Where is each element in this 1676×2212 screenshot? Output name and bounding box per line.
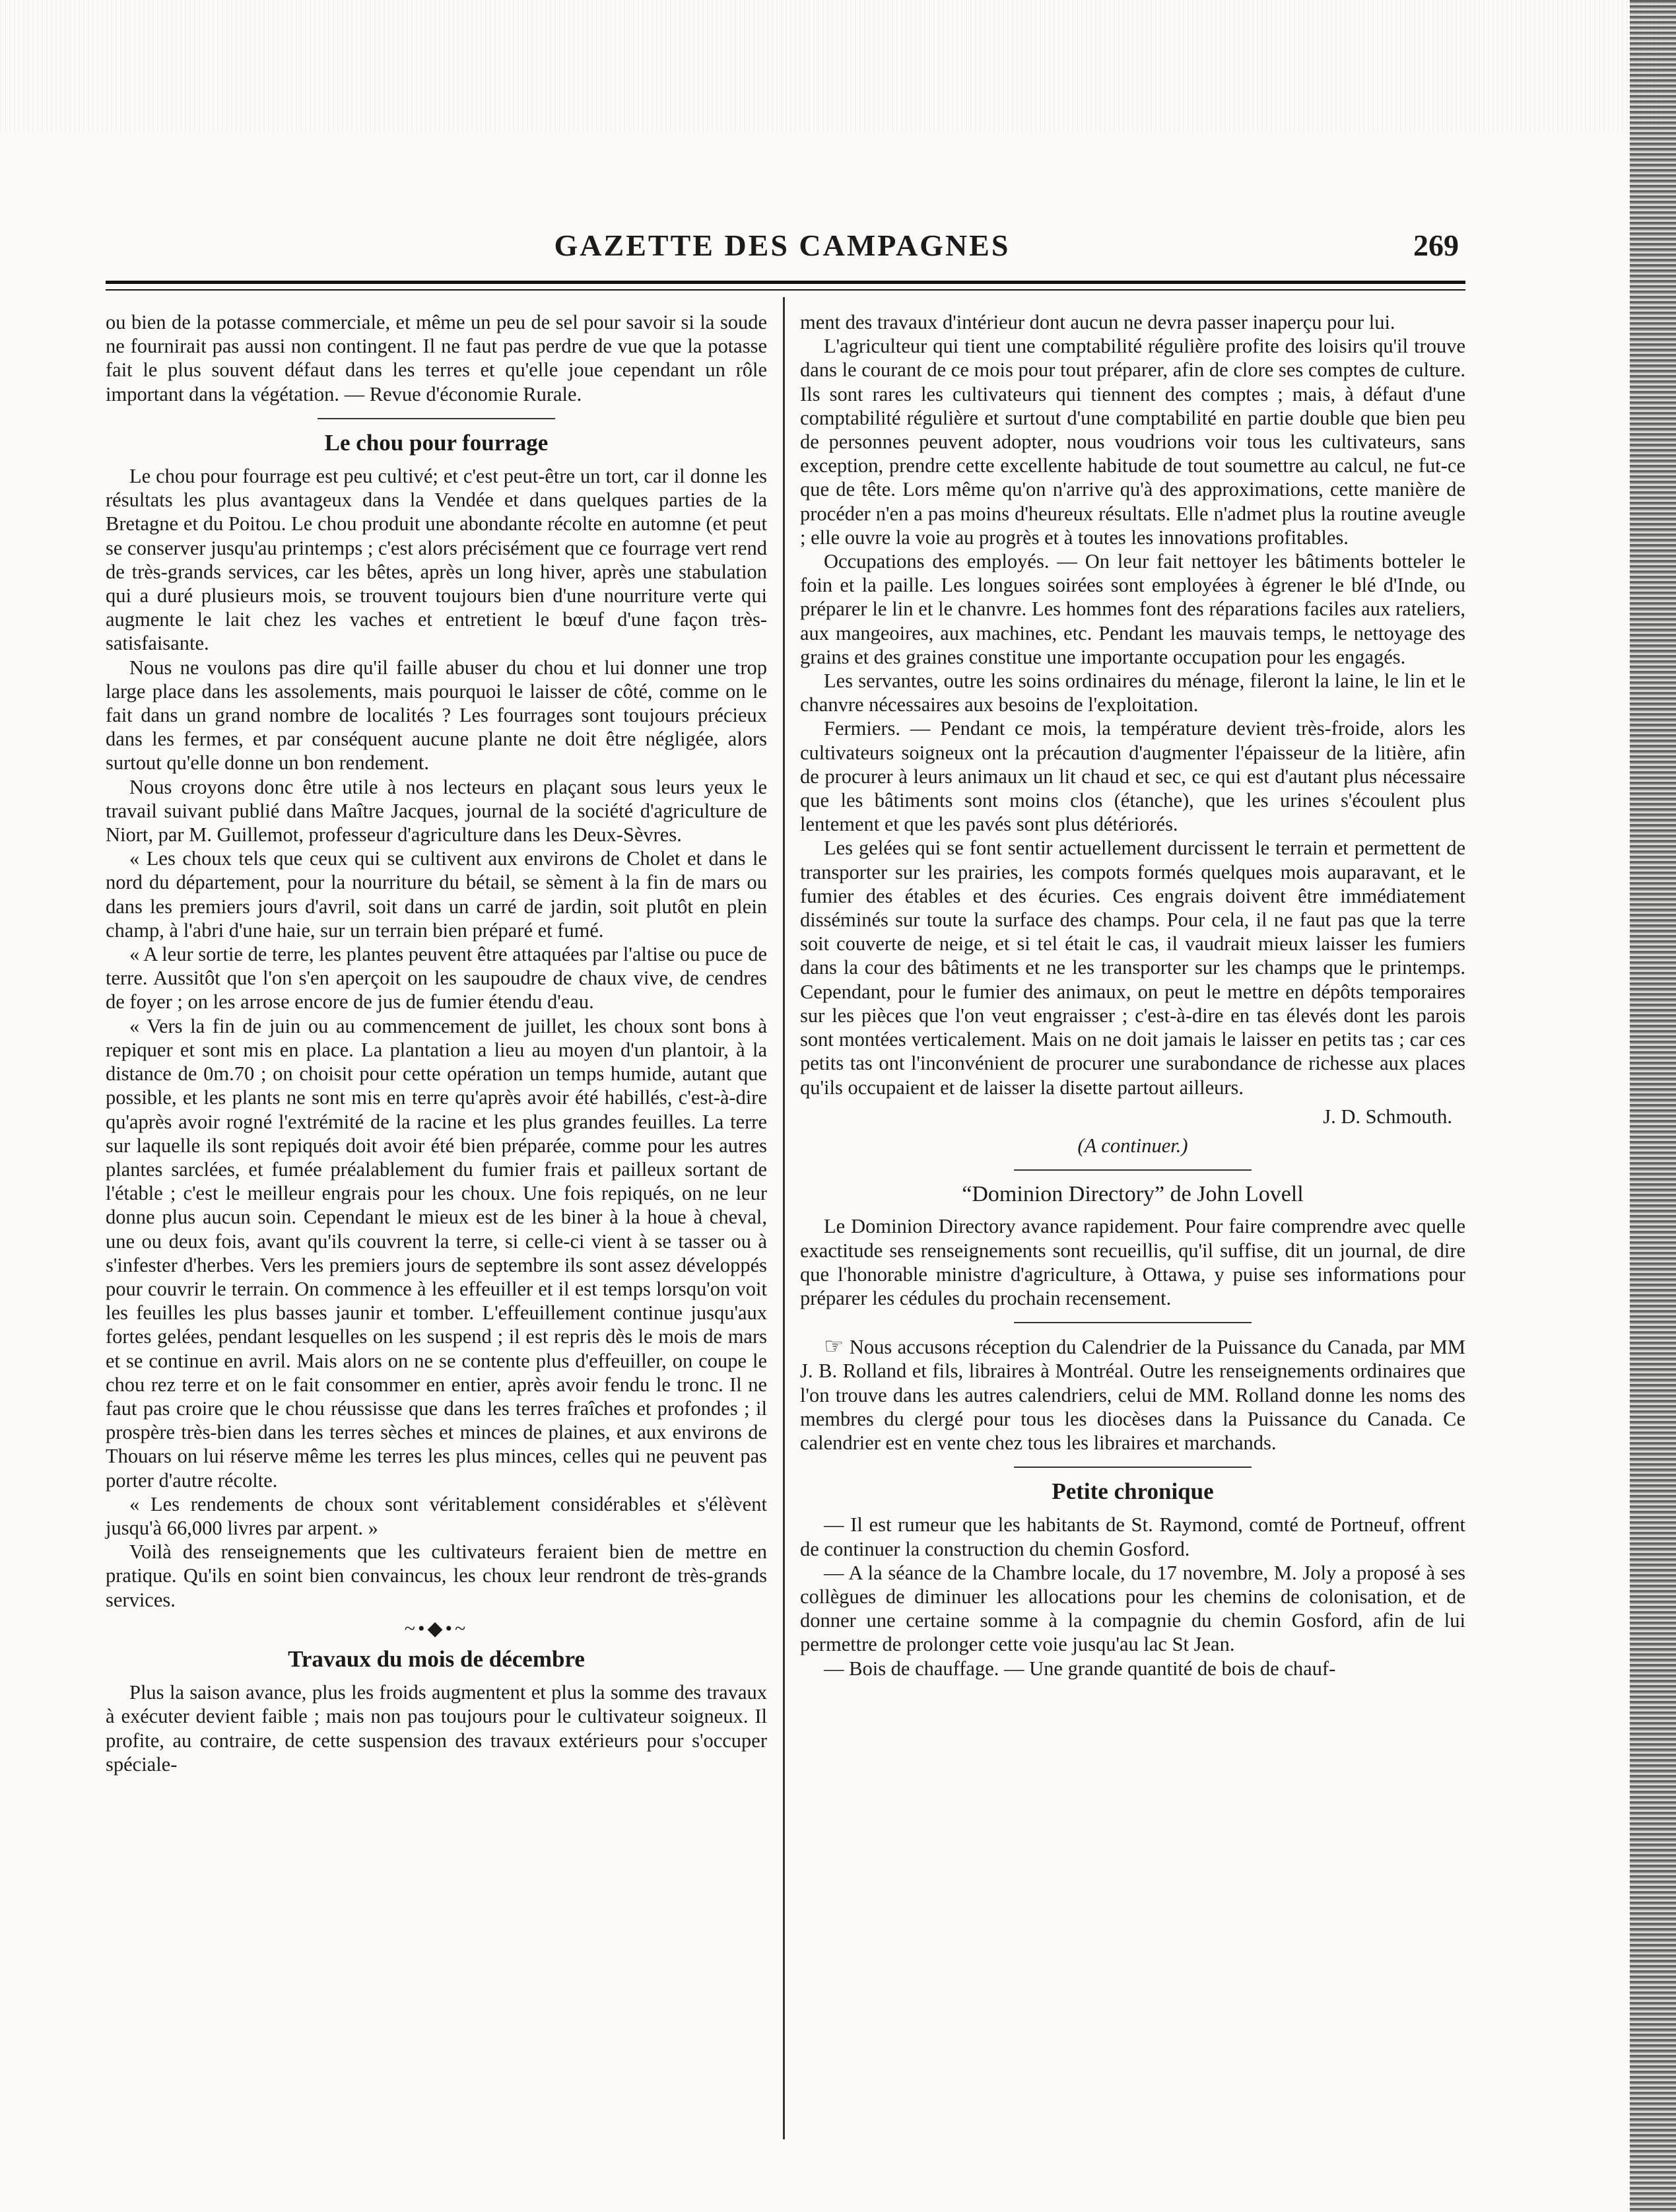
paragraph: Nous croyons donc être utile à nos lecteurs en plaçant sous leurs yeux le travail suivant publié dans Maître Jacques, journal de la société d'agriculture de Niort, par M. Guillemot, professeur d'agriculture dans les Deux-Sèvres.: [106, 775, 767, 847]
paragraph: Les servantes, outre les soins ordinaires du ménage, fileront la laine, le lin et le chanvre nécessaires aux besoins de l'exploitation.: [800, 670, 1465, 716]
page-number: 269: [1413, 228, 1459, 262]
paragraph: Fermiers. — Pendant ce mois, la température devient très-froide, alors les cultivateurs soigneux ont la précaution d'augmenter l'épaisseur de la litière, afin de procurer à leurs animaux un lit chaud et sec, ce qui est d'autant plus nécessaire que les bâtiments sont moins clos (étanche), que les urines s'écoulent plus lentement et que les pavés sont plus détériorés.: [800, 717, 1465, 836]
paragraph: Voilà des renseignements que les cultivateurs feraient bien de mettre en pratique. Qu'ils en soint bien convaincus, les choux leur rendront de très-grands services.: [106, 1540, 767, 1611]
ornament-divider: ~•◆•~: [404, 1617, 469, 1640]
paragraph: « Vers la fin de juin ou au commencement de juillet, les choux sont bons à repiquer et sont mis en place. La plantation a lieu au moyen d'un plantoir, à la distance de 0m.70 ; on choisit pour cette opération un temps humide, autant que possible, et les plants ne sont mis en terre qu'après avoir été habillés, c'est-à-dire qu'après avoir rogné l'extrémité de la racine et les plus grandes feuilles. La terre sur laquelle ils sont repiqués doit avoir été bien préparée, comme pour les autres plantes sarclées, et fumée préalablement du fumier frais et pailleux sortant de l'étable ; c'est le meilleur engrais pour les choux. Une fois repiqués, on ne leur donne plus aucun soin. Cependant le mieux est de les biner à la houe à cheval, une ou deux fois, avant qu'ils couvrent la terre, si celle-ci vient à se tasser ou à s'infester d'herbes. Vers les premiers jours de septembre ils sont assez développés pour couvrir le terrain. On commence à les effeuiller et il est temps lorsqu'on voit les feuilles les plus basses jaunir et tomber. L'effeuillement continue jusqu'aux fortes gelées, pendant lesquelles on les suspend ; il est repris dès le mois de mars et se continue en avril. Mais alors on ne se contente plus d'effeuiller, on coupe le chou rez terre et on le fait consommer en entier, après avoir fendu le tronc. Il ne faut pas croire que le chou réussisse que dans les terres fraîches et profondes ; il prospère très-bien dans les terres sèches et minces de plaines, et aux environs de Thouars on lui réserve même les terres les plus minces, celles qui ne peuvent pas porter d'autre récolte.: [106, 1014, 767, 1492]
section-divider: [1014, 1322, 1252, 1323]
paragraph: « Les rendements de choux sont véritablement considérables et s'élèvent jusqu'à 66,000 livres par arpent. »: [106, 1492, 767, 1539]
paragraph: « Les choux tels que ceux qui se cultivent aux environs de Cholet et dans le nord du département, pour la nourriture du bétail, se sèment à la fin de mars ou dans les premiers jours d'avril, soit dans un carré de jardin, soit plutôt en plein champ, à l'abri d'une haie, sur un terrain bien préparé et fumé.: [106, 847, 767, 942]
column-divider: [783, 297, 785, 2139]
paragraph: Plus la saison avance, plus les froids augmentent et plus la somme des travaux à exécuter devient faible ; mais non pas toujours pour le cultivateur soigneux. Il profite, au contraire, de cette suspension des travaux extérieurs pour s'occuper spéciale-: [106, 1681, 767, 1776]
article-title-chronique: Petite chronique: [1052, 1478, 1214, 1505]
chronique-item: — A la séance de la Chambre locale, du 17 novembre, M. Joly a proposé à ses collègues de diminuer les allocations pour les chemins de colonisation, et de donner une certaine somme à la compagnie du chemin Gosford, afin de lui permettre de prolonger cette voie jusqu'au lac St Jean.: [800, 1561, 1465, 1656]
pointing-hand-icon: ☞: [824, 1334, 844, 1360]
column-right: [800, 310, 1465, 1680]
paragraph: Occupations des employés. — On leur fait nettoyer les bâtiments botteler le foin et la paille. Les longues soirées sont employées à égrener le blé d'Inde, ou préparer le lin et le chanvre. Les hommes font des réparations faciles aux rateliers, aux mangeoires, aux machines, etc. Pendant les mauvais temps, le nettoyage des grains et des graines constitue une importante occupation pour les engagés.: [800, 550, 1465, 668]
paragraph: « A leur sortie de terre, les plantes peuvent être attaquées par l'altise ou puce de terre. Aussitôt que l'on s'en aperçoit on les saupoudre de chaux vive, de cendres de foyer ; on les arrose encore de jus de fumier étendu d'eau.: [106, 943, 767, 1014]
scan-speckle-background: [0, 0, 1676, 132]
paragraph: Le Dominion Directory avance rapidement. Pour faire comprendre avec quelle exactitude ses renseignements sont recueillis, qu'il suffise, dit un journal, de dire que l'honorable ministre d'agriculture, à Ottawa, y puise ses informations pour préparer les cédules du prochain recensement.: [800, 1215, 1465, 1309]
chronique-item: — Il est rumeur que les habitants de St. Raymond, comté de Portneuf, offrent de continuer la construction du chemin Gosford.: [800, 1513, 1465, 1560]
section-divider: [1014, 1169, 1252, 1171]
author-signature: J. D. Schmouth.: [1323, 1105, 1452, 1128]
section-divider: [318, 418, 555, 419]
article-title-dominion: “Dominion Directory” de John Lovell: [962, 1182, 1304, 1207]
paragraph: L'agriculteur qui tient une comptabilité régulière profite des loisirs qu'il trouve dans le courant de ce mois pour tout préparer, afin de clore ses comptes de culture. Ils sont rares les cultivateurs qui tiennent des comptes ; mais, à défaut d'une comptabilité régulière et surtout d'une comptabilité en partie double que bien peu de personnes peuvent adopter, nous voudrions voir tous les cultivateurs, sans exception, prendre cette excellente habitude de tout soumettre au calcul, ne fut-ce que de tête. Lors même qu'on n'arrive qu'à des approximations, cette manière de procéder n'en a pas moins d'heureux résultats. Elle n'admet plus la routine aveugle ; elle ouvre la voie au progrès et à toutes les innovations profitables.: [800, 335, 1465, 549]
calendrier-text: Nous accusons réception du Calendrier de la Puissance du Canada, par MM J. B. Rolland et fils, libraires à Montréal. Outre les renseignements ordinaires que l'on trouve dans les autres calendriers, celui de MM. Rolland donne les noms des membres du clergé pour tous les diocèses dans la Puissance du Canada. Ce calendrier est en vente chez tous les libraires et marchands.: [800, 1336, 1465, 1454]
paragraph-continued: ment des travaux d'intérieur dont aucun ne devra passer inaperçu pour lui.: [800, 311, 1395, 333]
paragraph-calendrier: [800, 1335, 1465, 1455]
paragraph: Nous ne voulons pas dire qu'il faille abuser du chou et lui donner une trop large place dans les assolements, mais pourquoi le laisser de côté, comme on le fait dans un grand nombre de localités ? Les fourrages sont toujours précieux dans les fermes, et par conséquent aucune plante ne doit être négligée, alors surtout qu'elle donne un bon rendement.: [106, 656, 767, 775]
page-header: [106, 228, 1459, 267]
scan-binding-edge: [1630, 0, 1676, 2212]
column-left: [106, 310, 767, 1776]
chronique-item: — Bois de chauffage. — Une grande quantité de bois de chauf-: [824, 1657, 1336, 1680]
section-divider: [1014, 1467, 1252, 1468]
article-title-chou: Le chou pour fourrage: [324, 429, 549, 456]
header-rule-thick: [106, 281, 1465, 284]
header-rule-thin: [106, 289, 1465, 291]
article-title-travaux: Travaux du mois de décembre: [288, 1645, 585, 1672]
paragraph: Le chou pour fourrage est peu cultivé; et c'est peut-être un tort, car il donne les résultats les plus avantageux dans la Vendée et dans quelques parties de la Bretagne et du Poitou. Le chou produit une abondante récolte en automne (et peut se conserver jusqu'au printemps ; c'est alors précisément que ce fourrage vert rend de très-grands services, car les bêtes, après un long hiver, après une stabulation qui a duré plusieurs mois, se trouvent toujours bien d'une nourriture verte qui augmente le lait chez les vaches et entretient le bœuf d'une façon très-satisfaisante.: [106, 465, 767, 655]
paragraph: Les gelées qui se font sentir actuellement durcissent le terrain et permettent de transporter sur les prairies, les compots formés quelques mois auparavant, et le fumier des étables et des écuries. Ces engrais doivent être immédiatement disséminés sur toute la surface des champs. Pour cela, il ne faut pas que la terre soit couverte de neige, et si tel était le cas, il vaudrait mieux laisser les fumiers dans la cour des bâtiments et ne les transporter sur les champs que le printemps. Cependant, pour le fumier des animaux, on peut le mettre en dépôts temporaires sur les pièces que l'on veut engraisser ; c'est-à-dire en tas élevés dont les parois sont montées verticalement. Mais on ne doit jamais le laisser en petits tas ; car ces petits tas ont l'inconvénient de procurer une surabondance de richesse aux places qu'ils occupaient et de laisser la disette partout ailleurs.: [800, 837, 1465, 1099]
to-be-continued: (A continuer.): [1077, 1134, 1188, 1157]
newspaper-title: GAZETTE DES CAMPAGNES: [554, 228, 1011, 262]
article-intro-text: ou bien de la potasse commerciale, et même un peu de sel pour savoir si la soude ne fournirait pas aussi non contingent. Il ne faut pas perdre de vue que la potasse fait le plus souvent défaut dans les terres et qu'elle joue cependant un rôle important dans la végétation. — Revue d'économie Rurale.: [106, 311, 767, 405]
